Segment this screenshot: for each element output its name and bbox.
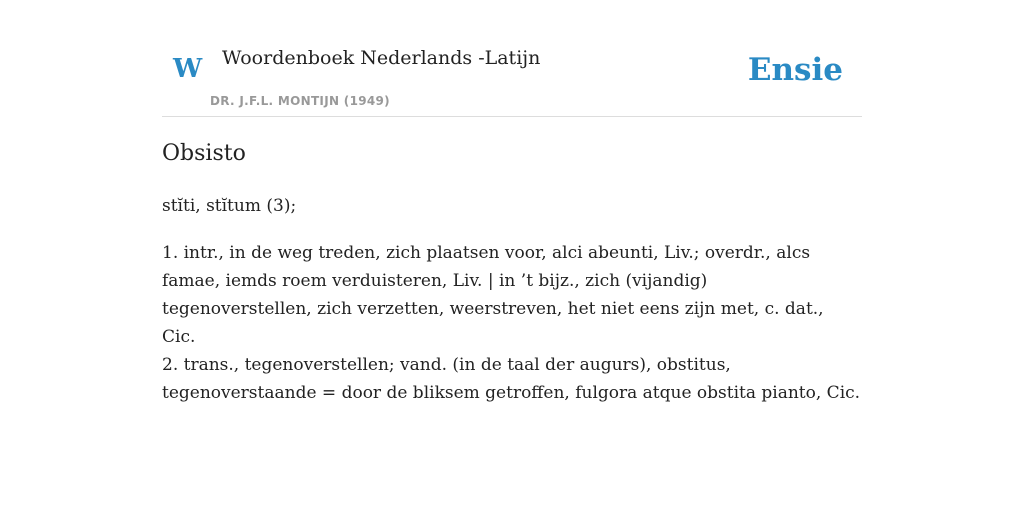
entry-content	[162, 138, 862, 407]
entry-forms: stĭti, stĭtum (3);	[162, 196, 297, 216]
ensie-logo[interactable]: Ensie	[747, 52, 843, 88]
dictionary-logo-icon[interactable]: W	[173, 54, 203, 84]
dictionary-header	[162, 0, 862, 117]
definition-1: 1. intr., in de weg treden, zich plaatsen voor, alci abeunti, Liv.; overdr., alcs famae, iemds roem verduisteren, Liv. | in ’t bijz., zich (vijandig) tegenoverstellen, zich verzetten, weerstreven, het niet eens zijn met, c. dat., Cic.	[162, 243, 824, 347]
entry-definitions	[162, 239, 862, 407]
entry-title: Obsisto	[162, 141, 246, 166]
dictionary-author: DR. J.F.L. MONTIJN (1949)	[210, 94, 390, 108]
dictionary-title-link[interactable]: Woordenboek Nederlands -Latijn	[222, 47, 541, 69]
definition-2: 2. trans., tegenoverstellen; vand. (in de taal der augurs), obstitus, tegenoverstaande = door de bliksem getroffen, fulgora atque obstita pianto, Cic.	[162, 355, 861, 403]
